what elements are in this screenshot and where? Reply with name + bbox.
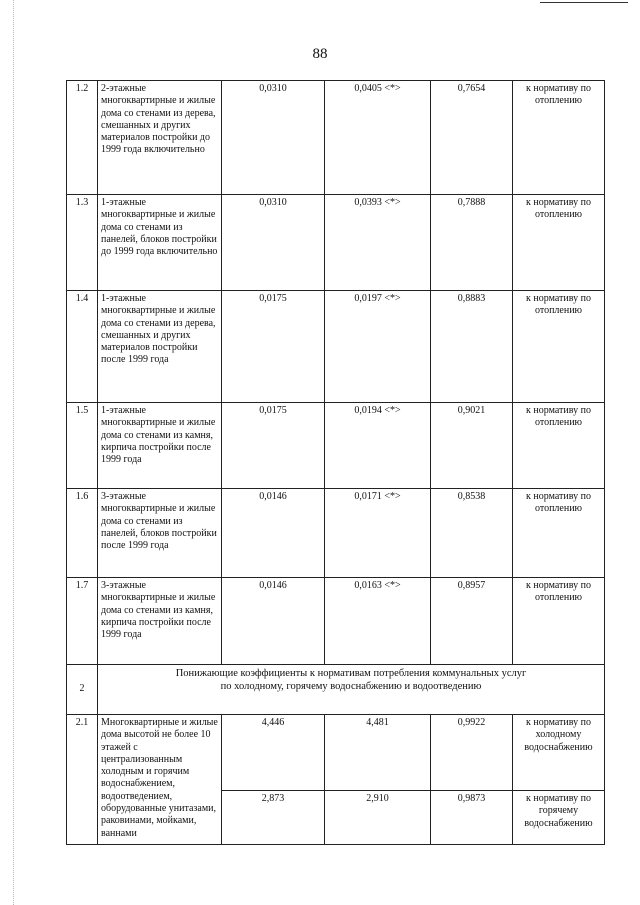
- value-2: 0,0171 <*>: [325, 489, 431, 578]
- row-note: к нормативу по отоплению: [513, 403, 605, 489]
- table-row: [67, 291, 605, 403]
- table-row: [67, 578, 605, 665]
- row-note: к нормативу по отоплению: [513, 81, 605, 195]
- coefficients-table: [66, 80, 605, 845]
- value-1: 0,0310: [222, 81, 325, 195]
- value-2: 0,0194 <*>: [325, 403, 431, 489]
- coefficient: 0,9922: [431, 715, 513, 791]
- coefficient: 0,9873: [431, 791, 513, 845]
- row-description: 3-этажные многоквартирные и жилые дома со стенами из панелей, блоков постройки после 1999 года: [98, 489, 222, 578]
- row-number: 1.2: [67, 81, 98, 195]
- value-2: 2,910: [325, 791, 431, 845]
- section-title-line-2: по холодному, горячему водоснабжению и водоотведению: [220, 681, 482, 692]
- value-1: 0,0146: [222, 489, 325, 578]
- row-description: 3-этажные многоквартирные и жилые дома со стенами из камня, кирпича постройки после 1999 года: [98, 578, 222, 665]
- value-2: 0,0393 <*>: [325, 195, 431, 291]
- row-number: 1.5: [67, 403, 98, 489]
- row-description: 1-этажные многоквартирные и жилые дома со стенами из дерева, смешанных и других материалов постройки после 1999 года: [98, 291, 222, 403]
- row-number: 1.6: [67, 489, 98, 578]
- value-1: 4,446: [222, 715, 325, 791]
- section-number: 2: [67, 665, 98, 715]
- row-number: 1.3: [67, 195, 98, 291]
- value-1: 0,0310: [222, 195, 325, 291]
- row-note: к нормативу по отоплению: [513, 578, 605, 665]
- row-description: 2-этажные многоквартирные и жилые дома со стенами из дерева, смешанных и других материалов постройки до 1999 года включительно: [98, 81, 222, 195]
- row-note: к нормативу по отоплению: [513, 489, 605, 578]
- value-1: 2,873: [222, 791, 325, 845]
- row-note: к нормативу по отоплению: [513, 291, 605, 403]
- row-note: к нормативу по холодному водоснабжению: [513, 715, 605, 791]
- page-number: 88: [312, 46, 328, 62]
- row-number: 1.7: [67, 578, 98, 665]
- coefficient: 0,9021: [431, 403, 513, 489]
- coefficient: 0,8538: [431, 489, 513, 578]
- section-header-row: [67, 665, 605, 715]
- row-description: 1-этажные многоквартирные и жилые дома со стенами из панелей, блоков постройки до 1999 года включительно: [98, 195, 222, 291]
- table-row: [67, 403, 605, 489]
- row-number: 2.1: [67, 715, 98, 845]
- coefficient: 0,8883: [431, 291, 513, 403]
- value-1: 0,0175: [222, 403, 325, 489]
- value-2: 0,0163 <*>: [325, 578, 431, 665]
- coefficient: 0,7888: [431, 195, 513, 291]
- top-rule: [540, 2, 628, 3]
- table-row: [67, 81, 605, 195]
- row-note: к нормативу по отоплению: [513, 195, 605, 291]
- value-2: 4,481: [325, 715, 431, 791]
- value-2: 0,0197 <*>: [325, 291, 431, 403]
- row-number: 1.4: [67, 291, 98, 403]
- row-description: Многоквартирные и жилые дома высотой не более 10 этажей с централизованным холодным и горячим водоснабжением, водоотведением, оборудованные унитазами, раковинами, мойками, ваннами: [98, 715, 222, 845]
- coefficient: 0,8957: [431, 578, 513, 665]
- value-1: 0,0146: [222, 578, 325, 665]
- value-2: 0,0405 <*>: [325, 81, 431, 195]
- table-row: [67, 489, 605, 578]
- scan-left-edge: [13, 0, 14, 905]
- table-row: [67, 715, 605, 791]
- coefficient: 0,7654: [431, 81, 513, 195]
- row-note: к нормативу по горячему водоснабжению: [513, 791, 605, 845]
- table-row: [67, 195, 605, 291]
- row-description: 1-этажные многоквартирные и жилые дома со стенами из камня, кирпича постройки после 1999 года: [98, 403, 222, 489]
- section-title-line-1: Понижающие коэффициенты к нормативам потребления коммунальных услуг: [175, 668, 527, 679]
- value-1: 0,0175: [222, 291, 325, 403]
- section-title: [98, 665, 605, 715]
